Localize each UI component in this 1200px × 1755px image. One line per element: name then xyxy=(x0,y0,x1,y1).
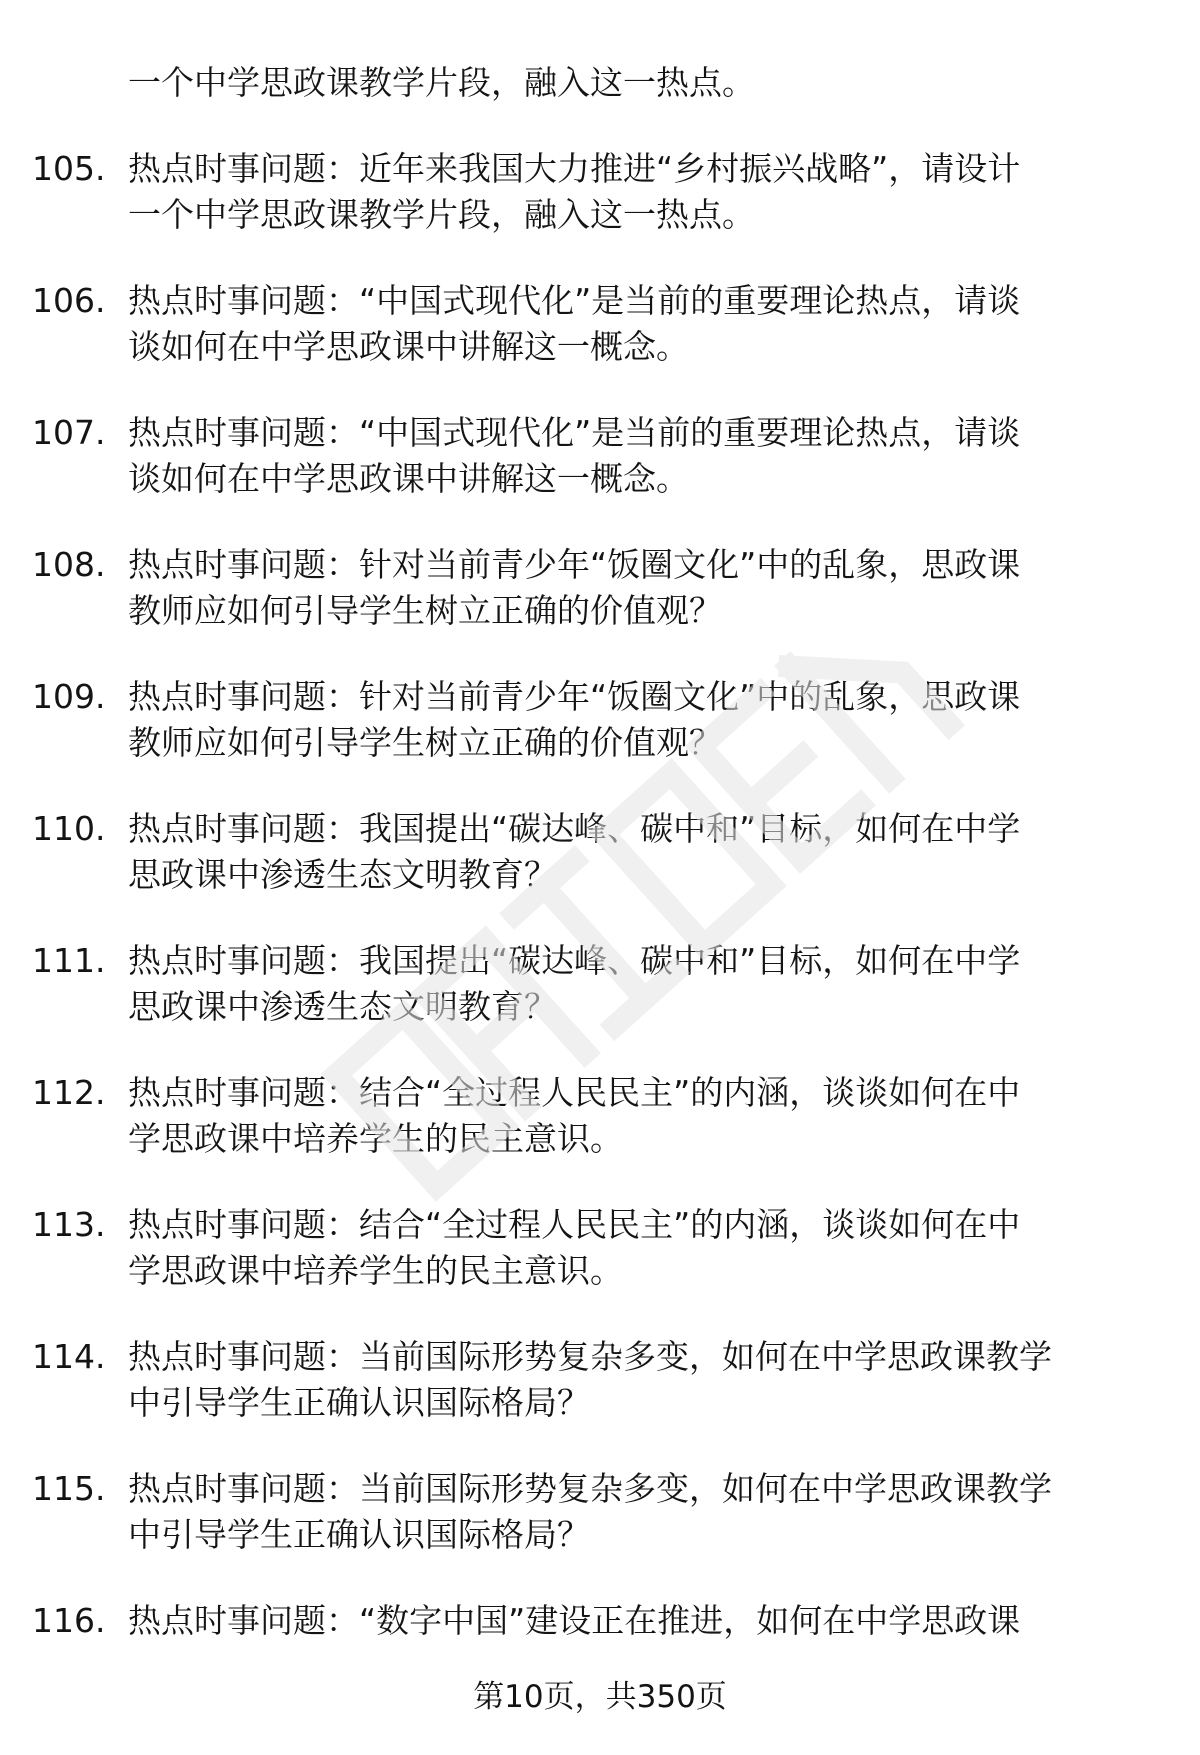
item-text-line: 热点时事问题：结合“全过程人民民主”的内涵，谈谈如何在中 xyxy=(128,1073,1021,1112)
item-number: 116. xyxy=(32,1601,106,1640)
item-text-line: 热点时事问题：当前国际形势复杂多变，如何在中学思政课教学 xyxy=(128,1469,1052,1508)
item-number: 111. xyxy=(32,941,106,980)
item-text-line: 教师应如何引导学生树立正确的价值观？ xyxy=(128,591,722,630)
list-item xyxy=(0,542,1200,674)
item-text-line: 热点时事问题：我国提出“碳达峰、碳中和”目标，如何在中学 xyxy=(128,941,1021,980)
item-text-line: 热点时事问题：“中国式现代化”是当前的重要理论热点，请谈 xyxy=(128,281,1021,320)
item-number: 107. xyxy=(32,413,106,452)
item-text-line: 中引导学生正确认识国际格局？ xyxy=(128,1383,590,1422)
item-text-line: 热点时事问题：“数字中国”建设正在推进，如何在中学思政课 xyxy=(128,1601,1021,1640)
list-item xyxy=(0,674,1200,806)
page-footer: 第10页，共350页 xyxy=(473,1679,727,1715)
item-number: 110. xyxy=(32,809,106,848)
list-item xyxy=(0,146,1200,278)
item-text-line: 谈如何在中学思政课中讲解这一概念。 xyxy=(128,327,689,366)
list-item xyxy=(0,1070,1200,1202)
item-text-line: 思政课中渗透生态文明教育？ xyxy=(128,855,557,894)
list-item xyxy=(0,1202,1200,1334)
item-number: 113. xyxy=(32,1205,106,1244)
continuation-line: 一个中学思政课教学片段，融入这一热点。 xyxy=(128,63,755,102)
item-text-line: 热点时事问题：结合“全过程人民民主”的内涵，谈谈如何在中 xyxy=(128,1205,1021,1244)
list-item xyxy=(0,806,1200,938)
item-text-line: 教师应如何引导学生树立正确的价值观？ xyxy=(128,723,722,762)
item-number: 112. xyxy=(32,1073,106,1112)
item-number: 108. xyxy=(32,545,106,584)
item-text-line: 谈如何在中学思政课中讲解这一概念。 xyxy=(128,459,689,498)
item-text-line: 热点时事问题：当前国际形势复杂多变，如何在中学思政课教学 xyxy=(128,1337,1052,1376)
item-text-line: 热点时事问题：近年来我国大力推进“乡村振兴战略”，请设计 xyxy=(128,149,1021,188)
item-number: 105. xyxy=(32,149,106,188)
list-item xyxy=(0,938,1200,1070)
list-item xyxy=(0,278,1200,410)
list-item xyxy=(0,1334,1200,1466)
item-number: 106. xyxy=(32,281,106,320)
item-text-line: 热点时事问题：针对当前青少年“饭圈文化”中的乱象，思政课 xyxy=(128,545,1021,584)
item-text-line: 学思政课中培养学生的民主意识。 xyxy=(128,1119,623,1158)
list-item xyxy=(0,410,1200,542)
question-list xyxy=(0,146,1200,1730)
item-text-line: 热点时事问题：我国提出“碳达峰、碳中和”目标，如何在中学 xyxy=(128,809,1021,848)
list-item xyxy=(0,1466,1200,1598)
item-number: 109. xyxy=(32,677,106,716)
item-text-line: 热点时事问题：“中国式现代化”是当前的重要理论热点，请谈 xyxy=(128,413,1021,452)
item-text-line: 热点时事问题：针对当前青少年“饭圈文化”中的乱象，思政课 xyxy=(128,677,1021,716)
item-number: 114. xyxy=(32,1337,106,1376)
item-text-line: 一个中学思政课教学片段，融入这一热点。 xyxy=(128,195,755,234)
item-text-line: 思政课中渗透生态文明教育？ xyxy=(128,987,557,1026)
item-number: 115. xyxy=(32,1469,106,1508)
item-text-line: 学思政课中培养学生的民主意识。 xyxy=(128,1251,623,1290)
item-text-line: 中引导学生正确认识国际格局？ xyxy=(128,1515,590,1554)
